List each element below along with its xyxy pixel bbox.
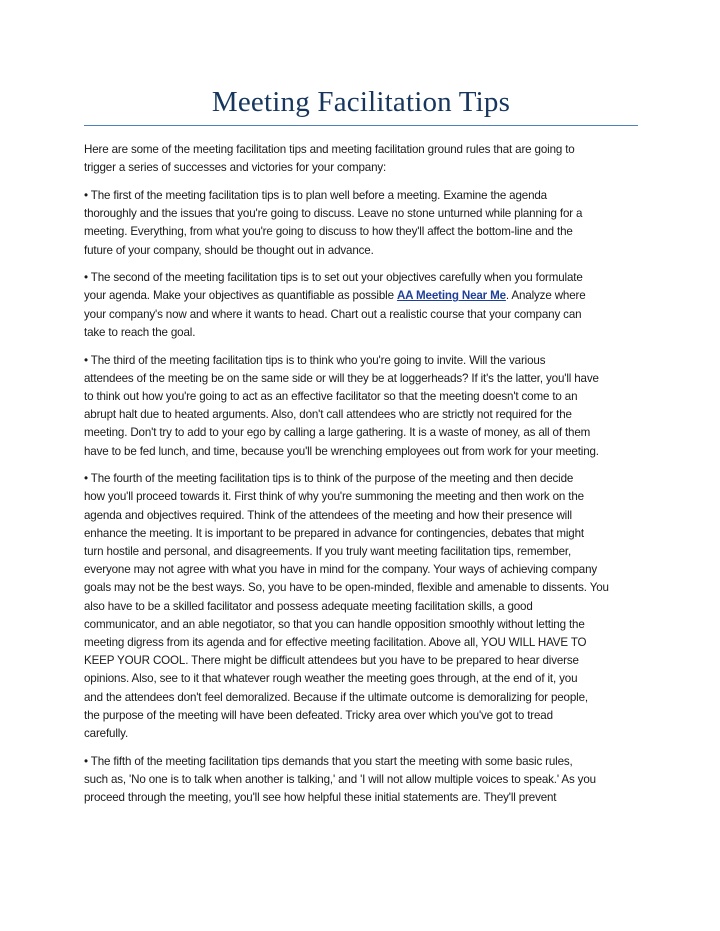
text-line: also have to be a skilled facilitator and possess adequate meeting facilitation skills, a good: [84, 599, 533, 613]
text-line: opinions. Also, see to it that whatever rough weather the meeting goes through, at the end of it, you: [84, 672, 578, 686]
document-body: [84, 141, 638, 807]
text-line: • The third of the meeting facilitation tips is to think who you're going to invite. Will the various: [84, 353, 546, 367]
text-line: such as, 'No one is to talk when another is talking,' and 'I will not allow multiple voices to speak.' As you: [84, 773, 596, 786]
text-line: • The first of the meeting facilitation tips is to plan well before a meeting. Examine the agenda: [84, 188, 547, 202]
text-line: trigger a series of successes and victories for your company:: [84, 161, 387, 175]
tip-4-paragraph: [84, 470, 638, 743]
document-page: [84, 0, 638, 817]
text-line: enhance the meeting. It is important to be prepared in advance for contingencies, debates that might: [84, 526, 584, 540]
intro-paragraph: [84, 141, 638, 177]
text-line: abrupt halt due to heated arguments. Also, don't call attendees who are strictly not required for the: [84, 408, 572, 422]
tip-2-paragraph: [84, 269, 638, 342]
text-segment: your agenda. Make your objectives as quantifiable as possible: [84, 289, 397, 303]
page-title: Meeting Facilitation Tips: [211, 86, 511, 118]
text-line: goals may not be the best ways. So, you have to be open-minded, flexible and amenable to dissents. You: [84, 581, 609, 595]
text-line: have to be fed lunch, and time, because you'll be wrenching employees out from work for your meeting.: [84, 444, 599, 458]
text-line: how you'll proceed towards it. First think of why you're summoning the meeting and then work on the: [84, 490, 584, 504]
text-line: meeting. Everything, from what you're going to discuss to how they'll affect the bottom-line and the: [84, 225, 573, 239]
text-line: • The fifth of the meeting facilitation tips demands that you start the meeting with some basic rules,: [84, 754, 573, 768]
text-line: take to reach the goal.: [84, 325, 196, 339]
text-segment: . Analyze where: [505, 289, 586, 303]
text-line: everyone may not agree with what you have in mind for the company. Your ways of achieving company: [84, 563, 598, 577]
text-line: Here are some of the meeting facilitation tips and meeting facilitation ground rules that are going to: [84, 143, 575, 156]
text-line: meeting digress from its agenda and for effective meeting facilitation. Above all, YOU WILL HAVE TO: [84, 636, 587, 650]
text-line: proceed through the meeting, you'll see how helpful these initial statements are. They'll prevent: [84, 791, 557, 805]
text-line-with-link: [84, 287, 638, 305]
text-line: future of your company, should be thought out in advance.: [84, 243, 374, 257]
text-line: thoroughly and the issues that you're going to discuss. Leave no stone unturned while planning for a: [84, 207, 583, 221]
text-line: • The fourth of the meeting facilitation tips is to think of the purpose of the meeting and then decide: [84, 472, 574, 486]
text-line: meeting. Don't try to add to your ego by calling a large gathering. It is a waste of money, as all of them: [84, 426, 591, 440]
title-divider: [84, 125, 638, 126]
text-line: • The second of the meeting facilitation tips is to set out your objectives carefully when you formulate: [84, 271, 583, 285]
text-line: to think out how you're going to act as an effective facilitator so that the meeting doesn't come to an: [84, 389, 578, 403]
aa-meeting-near-me-link[interactable]: AA Meeting Near Me: [396, 289, 506, 303]
text-line: agenda and objectives required. Think of the attendees of the meeting and how their presence will: [84, 508, 572, 522]
tip-3-paragraph: [84, 352, 638, 461]
text-line: carefully.: [84, 727, 129, 741]
text-line: communicator, and an able negotiator, so that you can handle opposition smoothly without letting the: [84, 617, 585, 631]
text-line: attendees of the meeting be on the same side or will they be at loggerheads? If it's the latter, you'll have: [84, 371, 599, 385]
tip-1-paragraph: [84, 187, 638, 260]
tip-5-paragraph: [84, 753, 638, 808]
text-line: turn hostile and personal, and disagreements. If you truly want meeting facilitation tips, remember,: [84, 545, 572, 559]
text-line: and the attendees don't feel demoralized. Because if the ultimate outcome is demoralizing for people,: [84, 690, 588, 704]
text-line: the purpose of the meeting will have been defeated. Tricky area over which you've got to tread: [84, 708, 553, 722]
text-line: KEEP YOUR COOL. There might be difficult attendees but you have to be prepared to hear diverse: [84, 654, 579, 668]
text-line: your company's now and where it wants to head. Chart out a realistic course that your company can: [84, 307, 582, 321]
